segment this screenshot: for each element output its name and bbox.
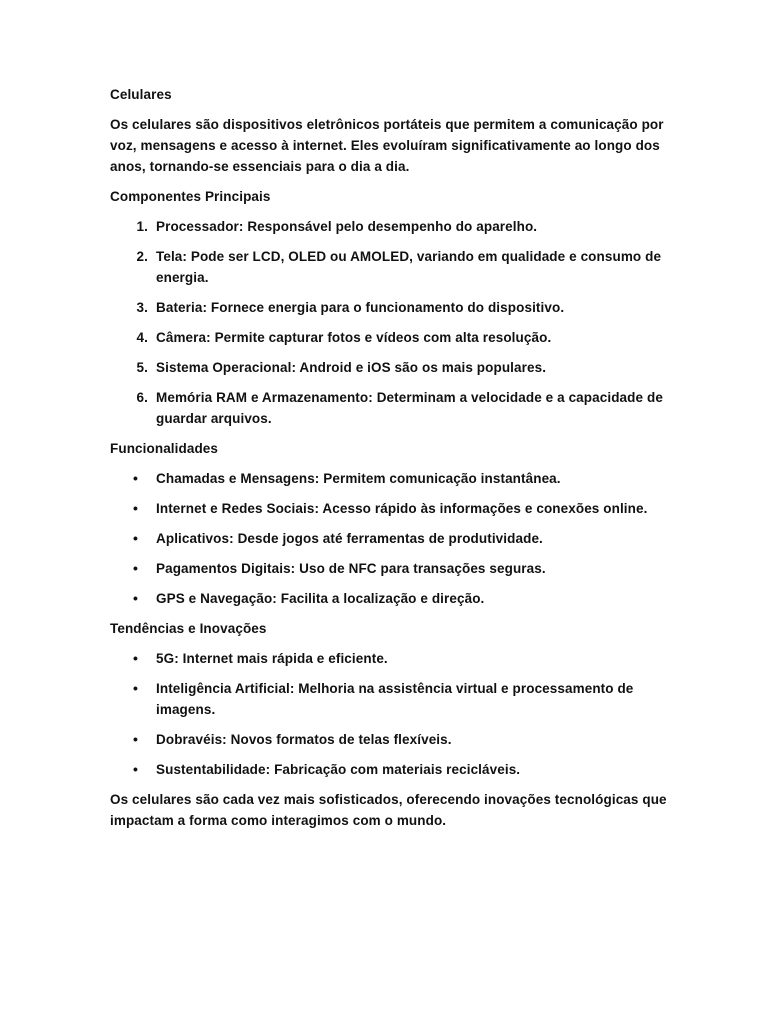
bullet-icon: •	[132, 560, 138, 576]
list-item	[110, 648, 670, 669]
list-item-text: Pagamentos Digitais: Uso de NFC para transações seguras.	[156, 561, 546, 576]
list-item-text: 5G: Internet mais rápida e eficiente.	[156, 651, 388, 666]
list-item-text: Internet e Redes Sociais: Acesso rápido às informações e conexões online.	[156, 501, 648, 516]
list-item	[110, 297, 670, 318]
list-marker: 3.	[136, 300, 148, 315]
conclusion-paragraph: Os celulares são cada vez mais sofisticados, oferecendo inovações tecnológicas que impactam a forma como interagimos com o mundo.	[110, 792, 667, 828]
list-item	[110, 678, 670, 720]
trends-list	[110, 648, 670, 780]
bullet-icon: •	[132, 680, 138, 696]
intro-paragraph: Os celulares são dispositivos eletrônicos portáteis que permitem a comunicação por voz, mensagens e acesso à internet. Eles evoluíram significativamente ao longo dos anos, tornando-se essenciais para o dia a dia.	[110, 117, 664, 174]
list-item-text: Bateria: Fornece energia para o funcionamento do dispositivo.	[156, 300, 565, 315]
list-item	[110, 327, 670, 348]
bullet-icon: •	[132, 500, 138, 516]
list-marker: 6.	[136, 390, 148, 405]
list-item-text: Câmera: Permite capturar fotos e vídeos com alta resolução.	[156, 330, 552, 345]
trends-heading: Tendências e Inovações	[110, 621, 267, 636]
list-marker: 5.	[136, 360, 148, 375]
bullet-icon: •	[132, 530, 138, 546]
list-item	[110, 498, 670, 519]
document-page	[110, 84, 670, 840]
bullet-icon: •	[132, 761, 138, 777]
list-item	[110, 387, 670, 429]
list-item-text: Memória RAM e Armazenamento: Determinam a velocidade e a capacidade de guardar arquivos.	[156, 390, 663, 426]
list-marker: 4.	[136, 330, 148, 345]
list-item	[110, 216, 670, 237]
list-marker: 1.	[136, 219, 148, 234]
list-item-text: Chamadas e Mensagens: Permitem comunicação instantânea.	[156, 471, 561, 486]
list-item-text: Aplicativos: Desde jogos até ferramentas de produtividade.	[156, 531, 543, 546]
list-item-text: Tela: Pode ser LCD, OLED ou AMOLED, variando em qualidade e consumo de energia.	[156, 249, 662, 285]
list-item	[110, 759, 670, 780]
list-item-text: Sistema Operacional: Android e iOS são os mais populares.	[156, 360, 547, 375]
list-item	[110, 729, 670, 750]
list-item	[110, 468, 670, 489]
features-heading: Funcionalidades	[110, 441, 219, 456]
list-item	[110, 246, 670, 288]
bullet-icon: •	[132, 650, 138, 666]
components-list	[110, 216, 670, 429]
components-heading: Componentes Principais	[110, 189, 271, 204]
list-marker: 2.	[136, 249, 148, 264]
list-item-text: Processador: Responsável pelo desempenho do aparelho.	[156, 219, 538, 234]
list-item	[110, 558, 670, 579]
bullet-icon: •	[132, 590, 138, 606]
list-item-text: Inteligência Artificial: Melhoria na assistência virtual e processamento de imagens.	[156, 681, 634, 717]
features-list	[110, 468, 670, 609]
list-item	[110, 357, 670, 378]
list-item	[110, 528, 670, 549]
bullet-icon: •	[132, 731, 138, 747]
document-title: Celulares	[110, 87, 172, 102]
list-item	[110, 588, 670, 609]
list-item-text: Sustentabilidade: Fabricação com materiais recicláveis.	[156, 762, 521, 777]
list-item-text: Dobravéis: Novos formatos de telas flexíveis.	[156, 732, 452, 747]
list-item-text: GPS e Navegação: Facilita a localização e direção.	[156, 591, 485, 606]
bullet-icon: •	[132, 470, 138, 486]
